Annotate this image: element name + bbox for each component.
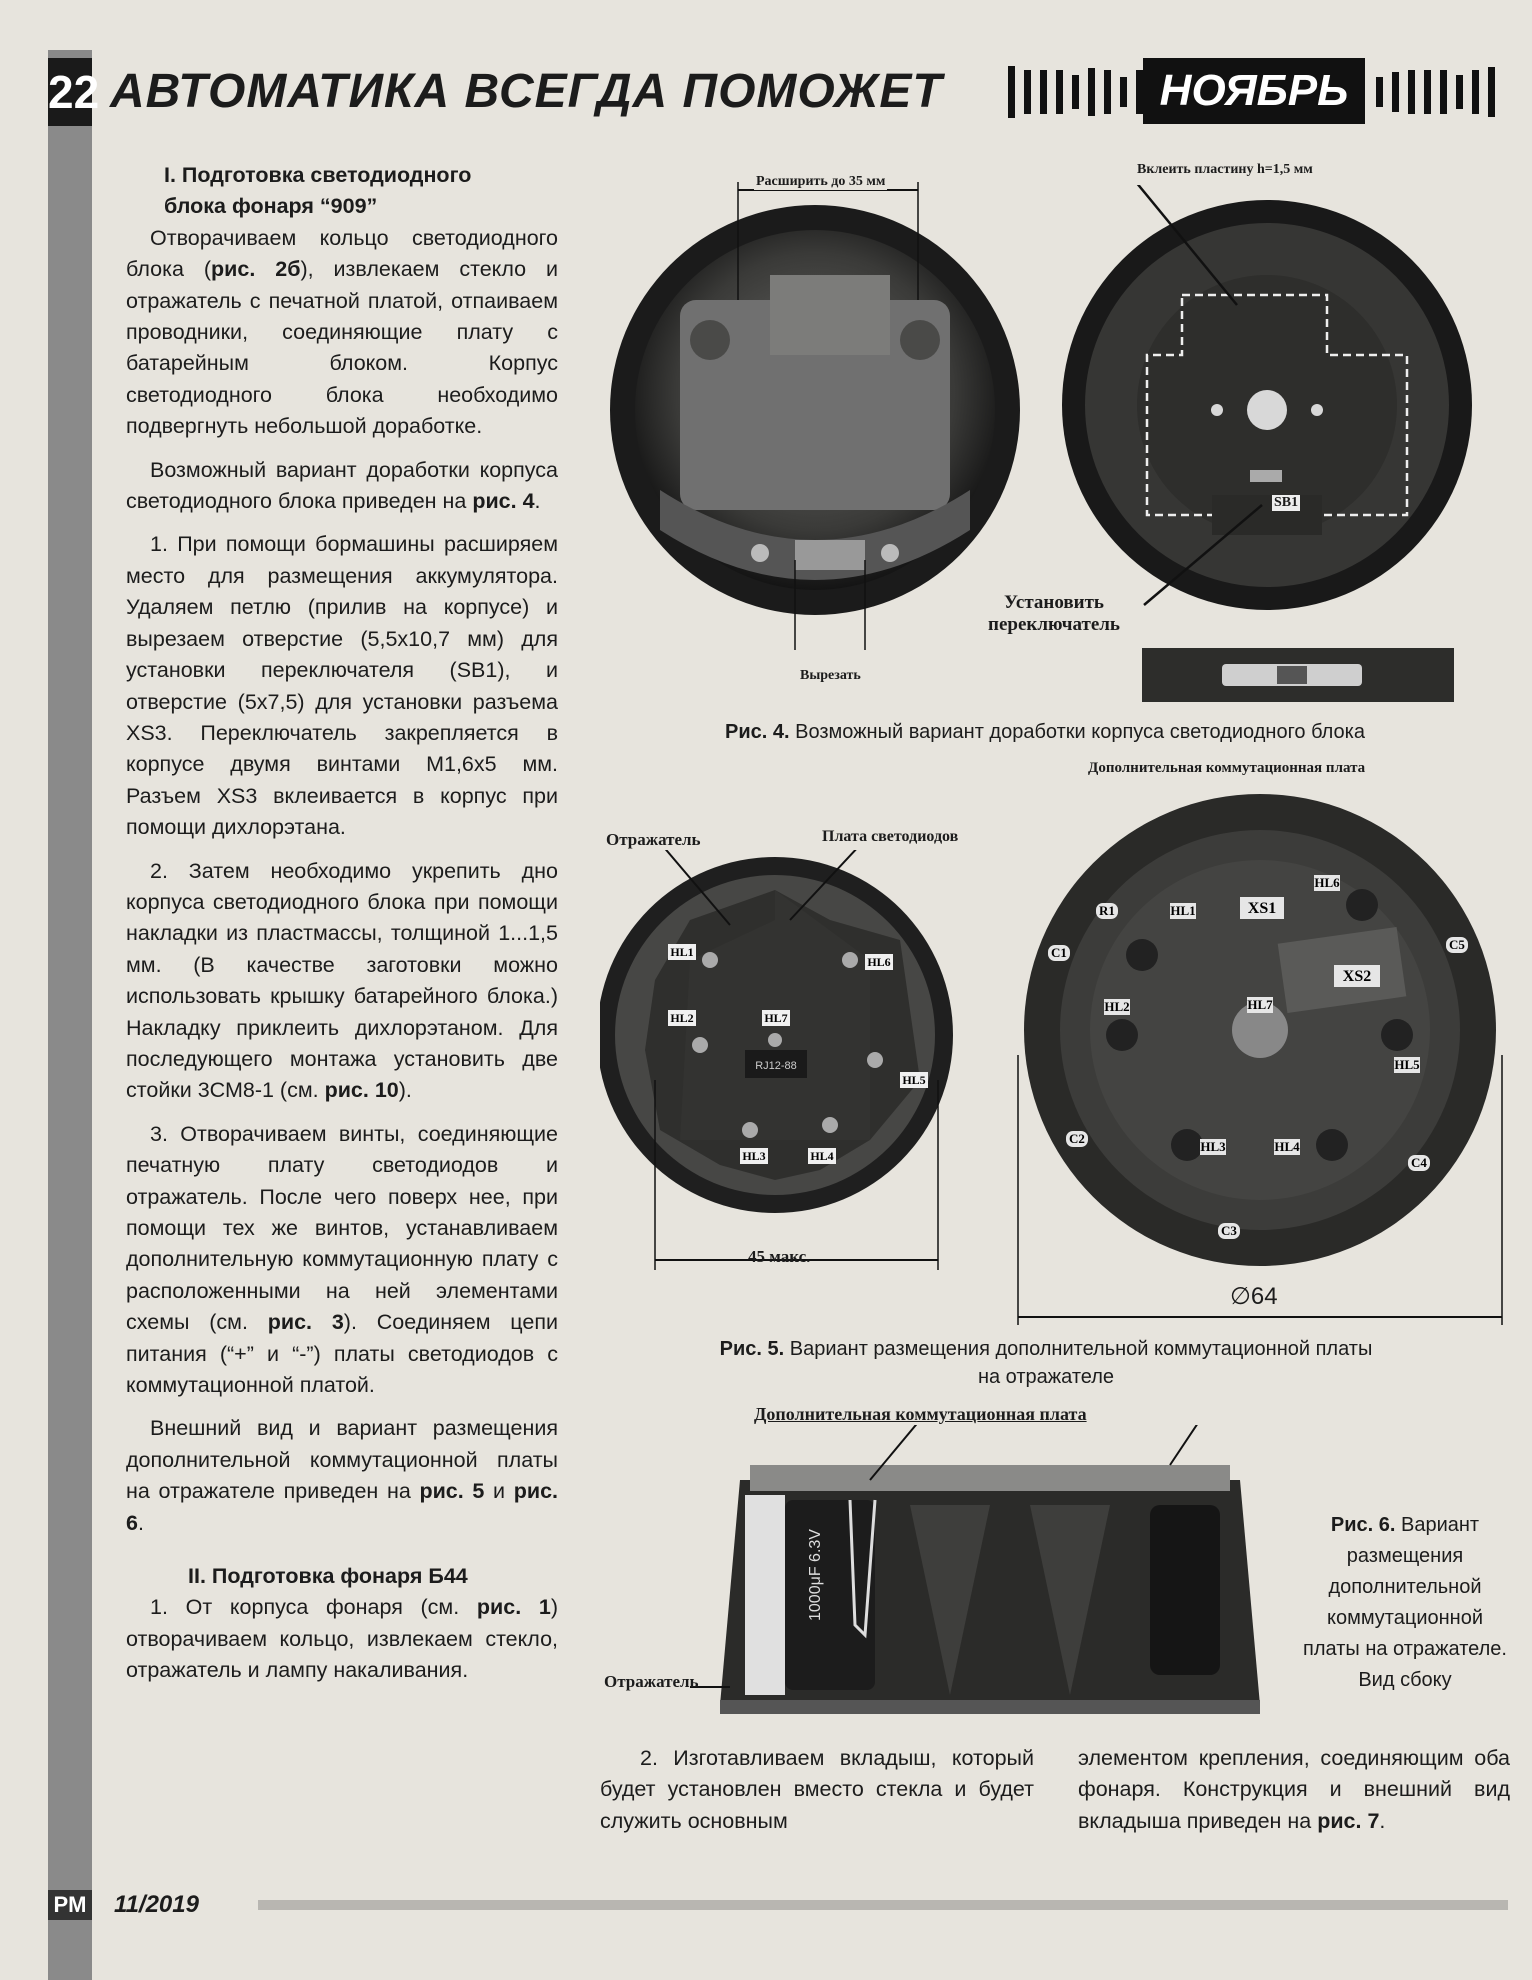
part-label-hl5: HL5 [1394, 1057, 1420, 1072]
led-label-hl1: HL1 [670, 945, 694, 959]
article-bottom-middle-column: 2. Изготавливаем вкладыш, который будет установлен вместо стекла и будет служить основным [600, 1746, 1034, 1833]
dimension-45-max: 45 макс. [748, 1247, 811, 1266]
label-widen-35mm: Расширить до 35 мм [756, 174, 886, 189]
led-label-hl6: HL6 [867, 955, 891, 969]
label-led-board: Плата светодиодов [822, 828, 959, 845]
header-stripes-right [1376, 62, 1495, 122]
part-label-c1: C1 [1051, 945, 1067, 960]
label-extra-board: Дополнительная коммутационная плата [1088, 760, 1366, 776]
led-label-hl4: HL4 [810, 1149, 834, 1163]
part-label-c5: C5 [1449, 937, 1465, 952]
part-label-hl6: HL6 [1314, 875, 1340, 890]
part-label-c3: C3 [1221, 1223, 1237, 1238]
figure-4-switch-inset [1142, 648, 1454, 702]
part-label-r1: R1 [1099, 903, 1115, 918]
led-label-hl3: HL3 [742, 1149, 766, 1163]
page-header [48, 58, 1508, 126]
figure-reference: рис. 3 [267, 1310, 344, 1335]
page-footer [48, 1890, 1508, 1920]
section-2-title: II. Подготовка фонаря Б44 [188, 1564, 468, 1589]
figure-4-caption: Рис. 4. Возможный вариант доработки корпуса светодиодного блока [725, 721, 1365, 743]
figure-reference: рис. 10 [324, 1078, 399, 1103]
paragraph: Отворачиваем кольцо светодиодного блока (рис. 2б), извлекаем стекло и отражатель с печатной платой, отпаиваем проводники, соединяющие плату с батарейным блоком. Корпус светодиодного блока необходимо подвергнуть небольшой доработке. [126, 225, 559, 439]
paragraph: 1. От корпуса фонаря (см. рис. 1) отворачиваем кольцо, извлекаем стекло, отражатель и лампу накаливания. [126, 1595, 558, 1683]
part-label-hl7: HL7 [1247, 997, 1273, 1012]
capacitor-label: 1000μF 6.3V [807, 1529, 824, 1621]
page-number: 22 [48, 58, 92, 126]
paragraph: Внешний вид и вариант размещения дополнительной коммутационной платы на отражателе приведен на рис. 5 и рис. 6. [126, 1416, 558, 1535]
led-label-hl2: HL2 [670, 1011, 694, 1025]
figure-reference: рис. 5 [419, 1479, 485, 1504]
figure-reference: рис. 4 [472, 489, 535, 514]
part-label-hl4: HL4 [1274, 1139, 1300, 1154]
left-margin-bar [48, 50, 92, 1980]
month-badge: НОЯБРЬ [1143, 58, 1365, 124]
figure-reference: рис. 2б [211, 257, 301, 282]
part-label-xs2: XS2 [1342, 968, 1372, 985]
label-install-switch: Установить переключатель [988, 592, 1120, 635]
label-reflector: Отражатель [606, 830, 701, 849]
magazine-logo: PM [48, 1890, 92, 1920]
led-label-hl5: HL5 [902, 1073, 926, 1087]
footer-rule [258, 1900, 1508, 1910]
part-label-hl3: HL3 [1200, 1139, 1226, 1154]
header-stripes-left [1008, 62, 1159, 122]
figure-reference: рис. 7 [1317, 1808, 1380, 1833]
figure-reference: рис. 1 [476, 1595, 551, 1620]
figure-5-caption: Рис. 5. Вариант размещения дополнительной коммутационной платы на отражателе [719, 1338, 1373, 1388]
article-left-column [126, 160, 558, 1687]
figure-4-right-photo [1062, 185, 1482, 635]
label-reflector-side: Отражатель [604, 1672, 699, 1691]
part-label-hl1: HL1 [1170, 903, 1196, 918]
label-glue-plate: Вклеить пластину h=1,5 мм [1134, 162, 1316, 178]
part-label-hl2: HL2 [1104, 999, 1130, 1014]
figure-5-left-photo [600, 850, 960, 1270]
label-extra-board-side: Дополнительная коммутационная плата [754, 1404, 1087, 1424]
article-bottom-right-column: элементом крепления, соединяющим оба фонаря. Конструкция и внешний вид вкладыша приведен на рис. 7. [1078, 1746, 1510, 1833]
paragraph: 2. Затем необходимо укрепить дно корпуса светодиодного блока при помощи накладки из пластмассы, толщиной 1...1,5 мм. (В качестве заготовки можно использовать крышку батарейного блока.) Накладку приклеить дихлорэтаном. Для последующего монтажа установить две стойки 3СМ8-1 (см. рис. 10). [126, 858, 558, 1103]
paragraph: 3. Отворачиваем винты, соединяющие печатную плату светодиодов и отражатель. После чего поверх нее, при помощи тех же винтов, устанавливаем дополнительную коммутационную плату с расположенными на ней элементами схемы (см. рис. 3). Соединяем цепи питания (“+” и “-”) платы светодиодов с коммутационной платой. [126, 1121, 558, 1398]
part-label-c2: C2 [1069, 1131, 1085, 1146]
dimension-diameter-64: ∅64 [1226, 1282, 1282, 1311]
paragraph: 1. При помощи бормашины расширяем место для размещения аккумулятора. Удаляем петлю (прилив на корпусе) и вырезаем отверстие (5,5х10,7 мм) для установки переключателя (SB1), и отверстие (5х7,5) для установки разъема XS3. Переключатель закрепляется в корпусе двумя винтами М1,6х5 мм. Разъем XS3 вклеивается в корпус при помощи дихлорэтана. [126, 532, 558, 840]
paragraph: Возможный вариант доработки корпуса светодиодного блока приведен на рис. 4. [126, 457, 558, 514]
section-1-title: I. Подготовка светодиодного блока фонаря “909” [164, 163, 472, 219]
figure-4-left-photo [590, 160, 1050, 650]
figure-5-right-photo [1012, 785, 1508, 1325]
chip-label: RJ12-88 [755, 1060, 797, 1072]
led-label-hl7: HL7 [764, 1011, 788, 1025]
figure-reference: рис. 6 [126, 1479, 558, 1535]
label-cut: Вырезать [800, 668, 861, 683]
issue-number: 11/2019 [114, 1891, 199, 1918]
part-label-c4: C4 [1411, 1155, 1427, 1170]
figure-6-side-photo [690, 1425, 1290, 1725]
page-title: АВТОМАТИКА ВСЕГДА ПОМОЖЕТ [110, 65, 943, 118]
figure-6-caption: Рис. 6. Вариант размещения дополнительной коммутационной платы на отражателе. Вид сбоку [1303, 1514, 1507, 1691]
part-label-xs1: XS1 [1247, 900, 1277, 917]
label-sb1: SB1 [1274, 495, 1299, 510]
